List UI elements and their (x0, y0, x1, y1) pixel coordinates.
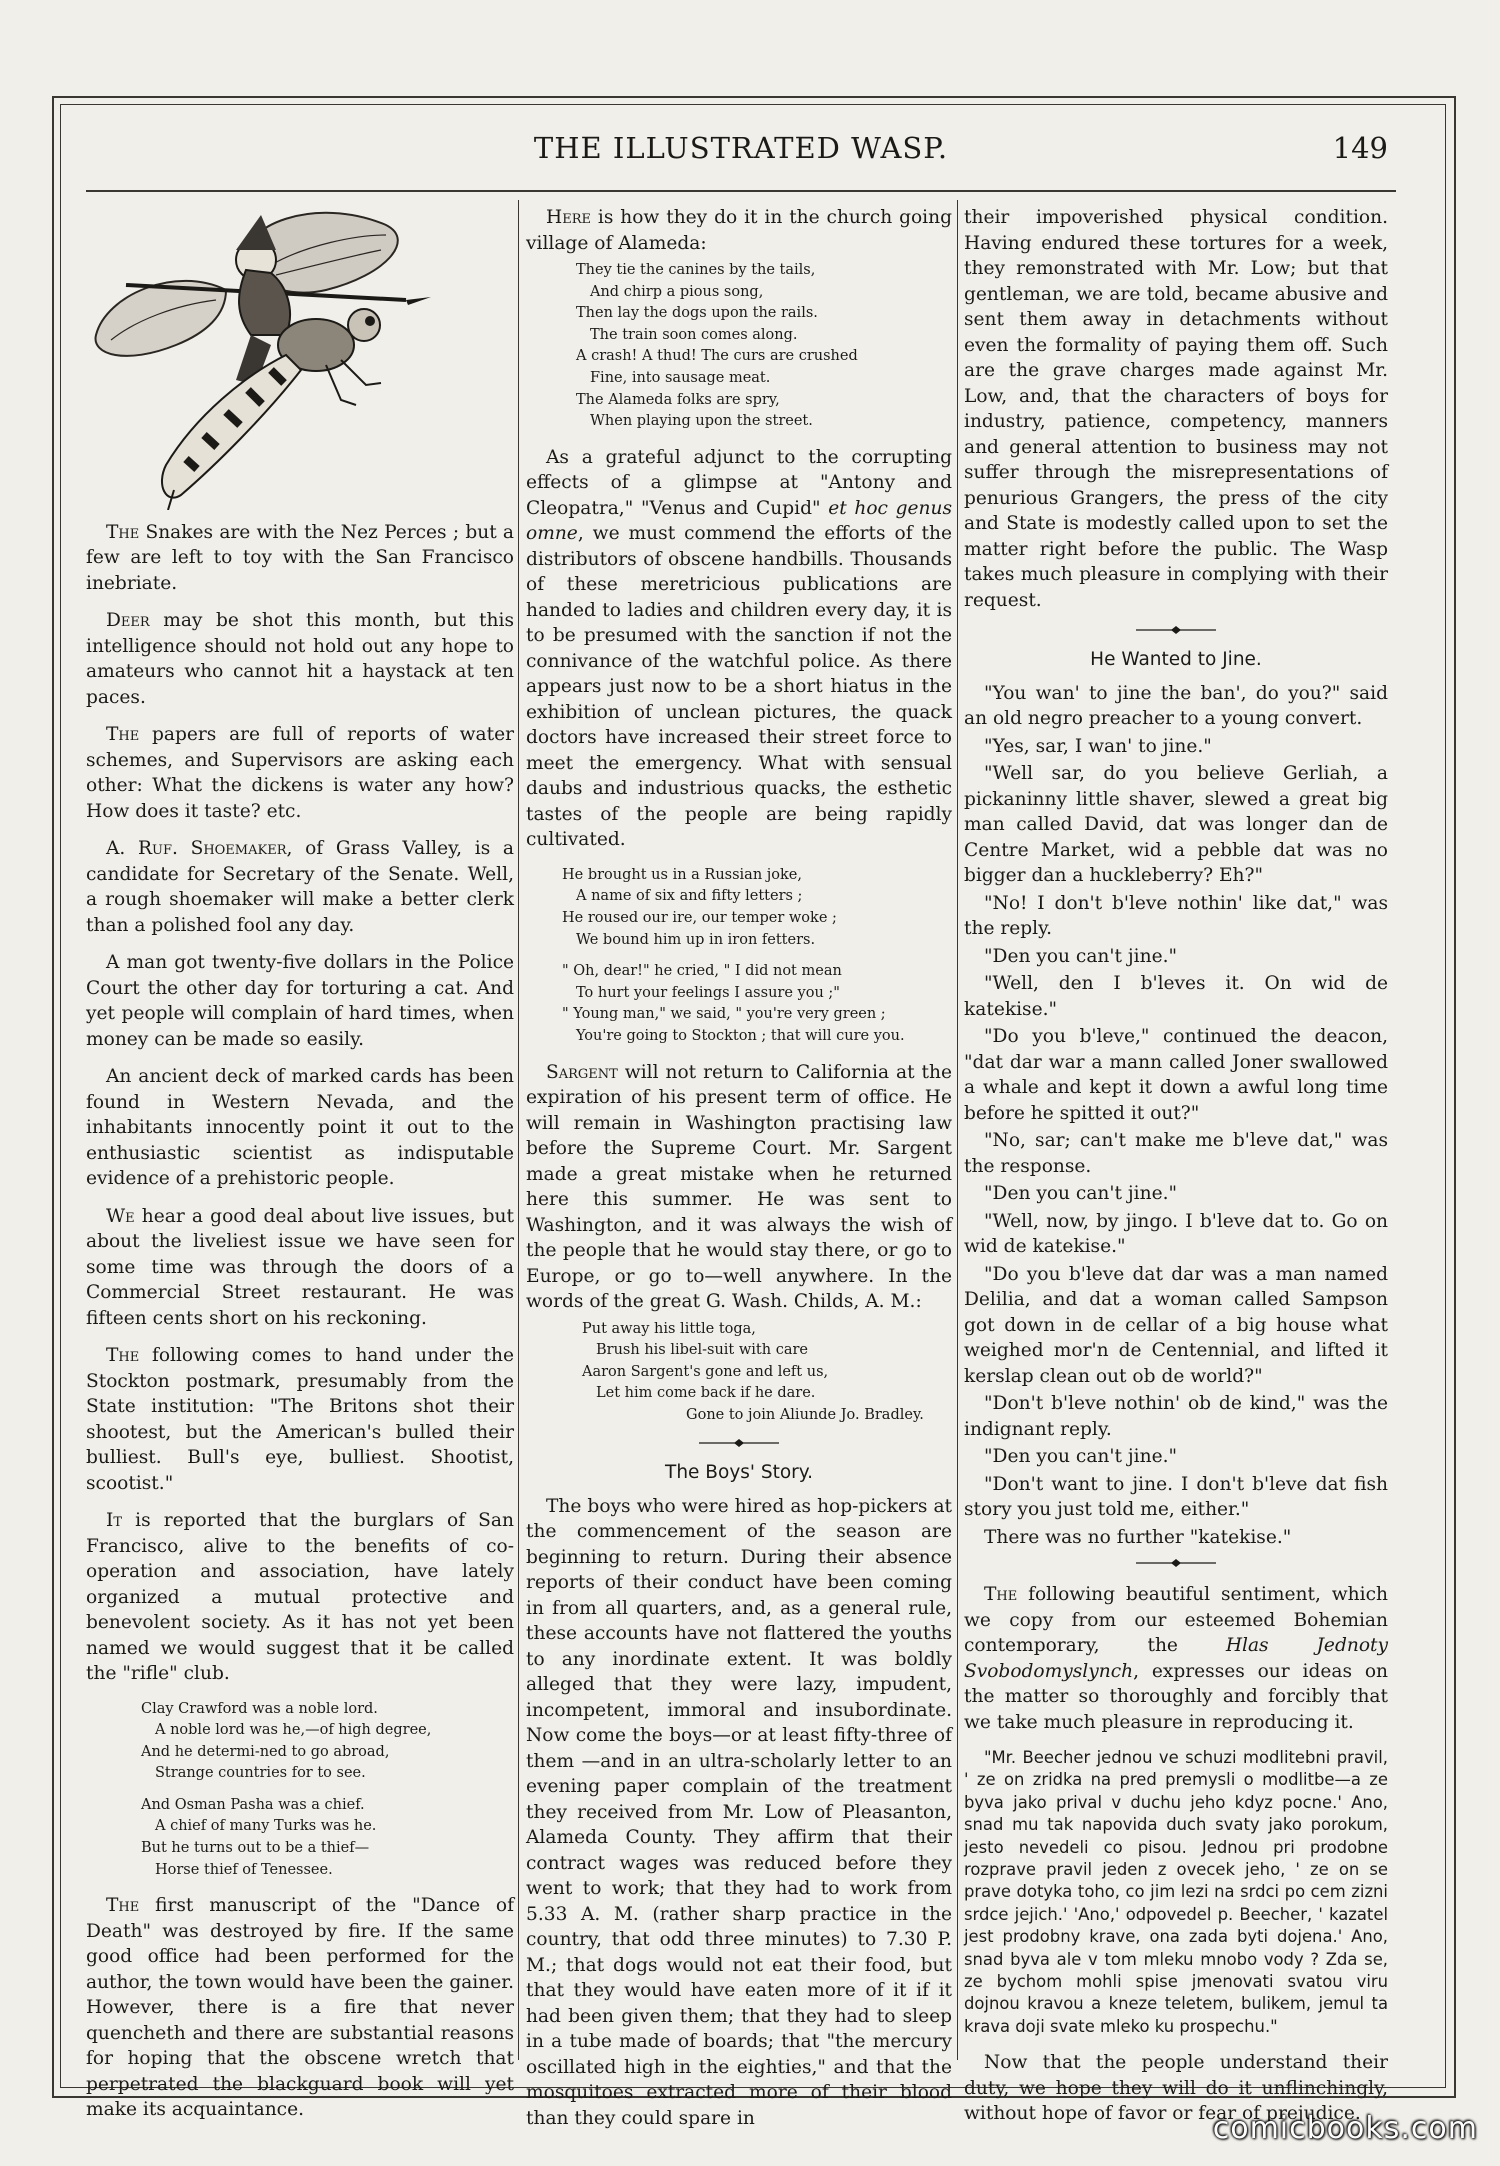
paragraph-live-issues: We hear a good deal about live issues, but about the liveliest issue we have seen for some time was through the doors of a Commercial Street restaurant. He was fifteen cents short on his reckoning. (86, 1205, 514, 1329)
verse-line: Brush his libel-suit with care (596, 1342, 808, 1359)
poem-toga (526, 1319, 952, 1427)
heading-boys-story: The Boys' Story. (665, 1462, 813, 1484)
dialogue-line: "No, sar; can't make me b'leve dat," was the response. (964, 1130, 1388, 1177)
verse-line: Clay Crawford was a noble lord. (141, 1700, 378, 1717)
paragraph-bohemian: The following beautiful sentiment, which we copy from our esteemed Bohemian contemporary, the Hlas Jednoty Svobodomyslynch, expresses our ideas on the matter so thoroughly and forcibly that we take much pleasure in reproducing it. (964, 1584, 1388, 1733)
column-2 (526, 205, 952, 2143)
dialogue-line: "Don't b'leve nothin' ob de kind," was the indignant reply. (964, 1393, 1388, 1440)
verse-line: And he determi-ned to go abroad, (141, 1743, 390, 1760)
dialogue-line: "You wan' to jine the ban', do you?" said an old negro preacher to a young convert. (964, 682, 1388, 729)
paragraph-marked-cards: An ancient deck of marked cards has been found in Western Nevada, and the inhabitants innocently point it out to the enthusiastic scientist as indisputable evidence of a prehistoric people. (86, 1066, 514, 1189)
column-1 (86, 205, 514, 2135)
dialogue-line: "Don't want to jine. I don't b'leve dat fish story you just told me, either." (964, 1473, 1388, 1520)
verse-line: You're going to Stockton ; that will cure you. (576, 1027, 905, 1044)
masthead (86, 125, 1396, 181)
dialogue-line: "No! I don't b'leve nothin' like dat," was the reply. (964, 892, 1388, 939)
verse-line: Put away his little toga, (582, 1320, 756, 1337)
section-divider (526, 1438, 952, 1452)
dialogue-jine (964, 681, 1388, 1551)
heading-wanted-to-jine: He Wanted to Jine. (1090, 649, 1262, 670)
dialogue-line: "Well, now, by jingo. I b'leve dat to. Go on wid de katekise." (964, 1210, 1388, 1257)
dialogue-line: "Yes, sar, I wan' to jine." (984, 735, 1212, 757)
paragraph-snakes: The Snakes are with the Nez Perces ; but a few are left to toy with the San Francisco inebriate. (86, 521, 514, 594)
dialogue-line: "Den you can't jine." (984, 945, 1178, 967)
site-watermark: comicbooks.com (1212, 2111, 1478, 2146)
verse-line: A chief of many Turks was he. (155, 1818, 377, 1835)
czech-quote: "Mr. Beecher jednou ve schuzi modlitebni pravil, ' ze on zridka na pred premysli o modlitbe—a ze byva jako prival v duchu jeho kdyz pocne.' Ano, snad mu tak napovida duch svaty jako porokum, jesto nevedeli co pisou. Jednou pri prodobne rozprave pravil jeden z ovecek jeho, ' ze on se prave dotyka toho, co jim lezi na srdci po cem zizni srdce jejich.' 'Ano,' odpovedel p. Beecher, ' kazatel jest prodobny krave, ona zada byti dojena.' Ano, snad byva ale v tom mleku mnobo vody ? Zda se, ze bychom mohli spise jmenovati svatou viru dojnou kravou a kneze teletem, bulikem, jemul ta krava doji svate mleko ku prospechu." (964, 1748, 1388, 2036)
paragraph-water-schemes: The papers are full of reports of water schemes, and Supervisors are asking each other: What the dickens is water any how? How does it taste? etc. (86, 724, 514, 822)
page-title: THE ILLUSTRATED WASP. (533, 131, 949, 165)
verse-line: But he turns out to be a thief— (141, 1840, 370, 1857)
paragraph-handbills: As a grateful adjunct to the corrupting effects of a glimpse at "Antony and Cleopatra," "Venus and Cupid" et hoc genus omne, we must commend the efforts of the distributors of obscene handbills. Thousands of these meretricious publications are handed to ladies and children every day, it is to be presumed with the sanction if not the connivance of the watchful police. As there appears just now to be a short hiatus in the exhibition of unclean pictures, the quack doctors have increased their street force to meet the emergency. What with sensual daubs and industrious quacks, the esthetic tastes of the people are being rapidly cultivated. (526, 446, 953, 851)
dialogue-line: "Den you can't jine." (984, 1183, 1178, 1204)
paragraph-sargent: Sargent will not return to California at the expiration of his present term of office. He will remain in Washington practising law before the Supreme Court. Mr. Sargent made a great mistake when he returned here this summer. He was sent to Washington, and it was always the wish of the people that he would stay there, or go to Europe, or go to—well anywhere. In the words of the great G. Wash. Childs, A. M.: (526, 1061, 952, 1312)
verse-line: Gone to join Aliunde Jo. Bradley. (686, 1406, 924, 1423)
paragraph-stockton: The following comes to hand under the Stockton postmark, presumably from the State institution: "The Britons shot their shootest, but the American's bulled their bulliest. Bull's eye, bulliest. Shootist, scootist." (86, 1345, 514, 1494)
verse-line: A crash! A thud! The curs are crushed (576, 348, 858, 365)
paragraph-duty: Now that the people understand their duty, we hope they will do it unflinchingly, without hope of favor or fear of prejudice. (964, 2052, 1388, 2125)
verse-line: The Alameda folks are spry, (576, 391, 780, 408)
dialogue-line: "Do you b'leve dat dar was a man named Delilia, and dat a woman called Sampson got down in de cellar of a big house what weighed mor'n de Centennial, and lifted it kerslap clean out ob de world?" (964, 1263, 1388, 1387)
verse-line: When playing upon the street. (590, 413, 813, 430)
verse-line: And Osman Pasha was a chief. (141, 1796, 365, 1813)
poem-clay-crawford (86, 1699, 514, 1882)
column-rule-2 (957, 200, 958, 2060)
poem-russian-joke (526, 865, 952, 1048)
dialogue-line: "Well sar, do you believe Gerliah, a pickaninny little shaver, slewed a great big man called David, dat was longer dan de Centre Market, wid a pebble dat was no bigger dan a huckleberry? Eh?" (964, 763, 1388, 886)
dialogue-line: "Do you b'leve," continued the deacon, "dat dar war a mann called Joner swallowed a whale and kept it down a awful long time before he spitted it out?" (964, 1026, 1388, 1124)
paragraph-alameda: Here is how they do it in the church going village of Alameda: (526, 207, 952, 254)
paragraph-dance-of-death: The first manuscript of the "Dance of Death" was destroyed by fire. If the same good office had been performed for the author, the town would have been the gainer. However, there is a fire that never quencheth and there are substantial reasons for hoping that the obscene wretch that perpetrated the blackguard book will yet make its acquaintance. (86, 1895, 514, 2121)
verse-line: He brought us in a Russian joke, (562, 866, 802, 883)
verse-line: Let him come back if he dare. (596, 1385, 816, 1402)
dialogue-line: "Den you can't jine." (984, 1446, 1178, 1467)
verse-line: To hurt your feelings I assure you ;" (576, 984, 840, 1001)
poem-alameda (526, 260, 952, 433)
paragraph-burglars: It is reported that the burglars of San Francisco, alive to the benefits of co-operation and association, have lately organized a mutual protective and benevolent society. As it has not yet been named we would suggest that it be called the "rifle" club. (86, 1510, 514, 1684)
header-rule (86, 190, 1396, 192)
verse-line: Then lay the dogs upon the rails. (576, 305, 818, 322)
section-divider (964, 625, 1388, 639)
paragraph-boys-continued: their impoverished physical condition. Having endured these tortures for a week, they remonstrated with Mr. Low; but that gentleman, we are told, became abusive and sent them away in detachments without even the formality of paying them off. Such are the grave charges made against Mr. Low, and, that the characters of boys for industry, patience, competency, manners and general attention to business may not suffer through the misrepresentations of penurious Grangers, the press of the city and State is modestly called upon to set the matter right before the public. The Wasp takes much pleasure in complying with their request. (964, 207, 1388, 611)
verse-line: " Oh, dear!" he cried, " I did not mean (562, 963, 842, 980)
verse-line: Fine, into sausage meat. (590, 369, 771, 386)
verse-line: Aaron Sargent's gone and left us, (582, 1363, 829, 1380)
verse-line: He roused our ire, our temper woke ; (562, 909, 837, 926)
verse-line: They tie the canines by the tails, (576, 262, 816, 278)
verse-line: The train soon comes along. (590, 326, 798, 343)
verse-line: And chirp a pious song, (590, 283, 764, 300)
verse-line: A name of six and fifty letters ; (576, 888, 803, 905)
wasp-rider-illustration (86, 205, 514, 510)
verse-line: A noble lord was he,—of high degree, (155, 1722, 432, 1739)
verse-line: " Young man," we said, " you're very green ; (562, 1006, 886, 1023)
page-number: 149 (1332, 131, 1388, 165)
paragraph-hop-pickers: The boys who were hired as hop-pickers at the commencement of the season are beginning to return. During their absence reports of their conduct have been coming in from all quarters, and, as a general rule, these accounts have not flattered the youths to any inordinate extent. It was boldly alleged that they were lazy, impudent, incompetent, immoral and insubordinate. Now come the boys—or at least fifty-three of them —and in an ultra-scholarly letter to an evening paper complain of the treatment they received from Mr. Low of Pleasanton, Alameda County. They affirm that their contract wages was reduced before they went to work; that they had to work from 5.33 A. M. (rather sharp practice in the country, that odd three minutes) to 7.30 P. M.; that dogs would not eat their food, but that they would have eaten more of it if it had been given them; that they had to sleep in a tube made of boards; that "the mercury oscillated high in the eighties," and that the mosquitoes extracted more of their blood than they could spare in (526, 1495, 952, 2129)
column-3 (964, 205, 1388, 2139)
paragraph-shoemaker: A. Ruf. Shoemaker, of Grass Valley, is a candidate for Secretary of the Senate. Well, a rough shoemaker will make a better clerk than a polished fool any day. (86, 838, 514, 936)
verse-line: Strange countries for to see. (155, 1765, 366, 1782)
section-divider (964, 1558, 1388, 1572)
paragraph-police-court: A man got twenty-five dollars in the Police Court the other day for torturing a cat. And yet people will complain of hard times, when money can be made so easily. (86, 952, 514, 1050)
dialogue-line: There was no further "katekise." (984, 1526, 1292, 1548)
paragraph-deer: Deer may be shot this month, but this intelligence should not hold out any hope to amateurs who cannot hit a haystack at ten paces. (86, 610, 514, 708)
verse-line: Horse thief of Tenessee. (155, 1861, 333, 1878)
column-rule-1 (518, 200, 519, 2060)
verse-line: We bound him up in iron fetters. (576, 931, 816, 948)
dialogue-line: "Well, den I b'leves it. On wid de katekise." (964, 973, 1388, 1020)
